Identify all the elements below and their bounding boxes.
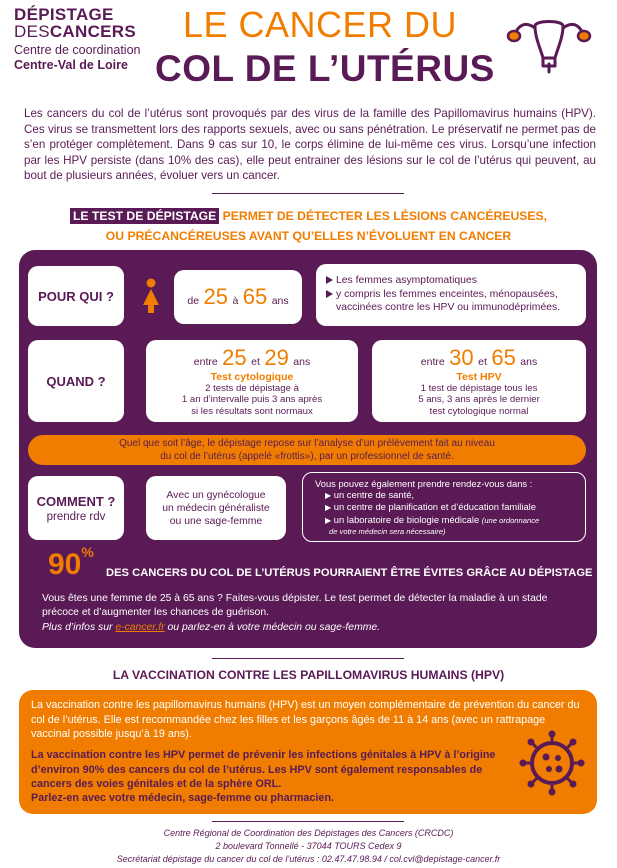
vaccination-box bbox=[19, 690, 597, 814]
prelevement-note: Quel que soit l’âge, le dépistage repose sur l’analyse d’un prélèvement fait au niveau du col de l’utérus (appelé «frottis»), par un professionnel de santé. bbox=[28, 435, 586, 465]
list-item: ▶ un centre de santé, bbox=[325, 489, 415, 501]
intro-paragraph: Les cancers du col de l’utérus sont provoqués par des virus de la famille des Papillomavirus humains (HPV). Ces virus se transmettent lors des rapports sexuels, avec ou sans pénétration. Le préservatif ne permet pas de s’en protéger complètement. Dans 9 cas sur 10, le corps élimine de lui-même ces virus. Lorsqu’une infection par les HPV persiste (dans 10% des cas), elle peut entrainer des lésions sur le col de l’utérus qui peuvent, au bout de plusieurs années, évoluer vers un cancer. bbox=[24, 107, 596, 183]
test-type: Test HPV bbox=[456, 370, 502, 383]
more-info: Plus d’infos sur e-cancer.fr ou parlez-en à votre médecin ou sage-femme. bbox=[42, 622, 381, 633]
logo-line1: DÉPISTAGE bbox=[14, 5, 114, 24]
page-title-line1: LE CANCER DU bbox=[183, 4, 458, 45]
test-heading-line2: OU PRÉCANCÉREUSES AVANT QU’ELLES N’ÉVOLUENT EN CANCER bbox=[105, 229, 512, 243]
panel-paragraph: Vous êtes une femme de 25 à 65 ans ? Faites-vous dépister. Le test permet de détecter la maladie à un stade précoce et d’augmenter les chances de guérison. bbox=[42, 593, 548, 618]
triangle-bullet-icon bbox=[326, 276, 333, 284]
list-item: ▶ un centre de planification et d’éducation familiale bbox=[325, 501, 536, 513]
pour-qui-label: POUR QUI ? bbox=[28, 266, 124, 326]
logo-line3: Centre de coordination bbox=[14, 43, 141, 57]
logo-line2: DESCANCERS bbox=[14, 22, 137, 41]
divider bbox=[212, 821, 404, 822]
e-cancer-link[interactable]: e-cancer.fr bbox=[115, 622, 165, 633]
test-heading bbox=[20, 206, 597, 246]
vaccination-p3: Parlez-en avec votre médecin, sage-femme ou pharmacien. bbox=[31, 792, 335, 804]
list-item: Les femmes asymptomatiques bbox=[326, 274, 578, 288]
pour-qui-age: de 25 à 65 ans bbox=[174, 270, 302, 324]
quand-hpv: entre 30 et 65 ans Test HPV 1 test de dépistage tous les 5 ans, 3 ans après le dernier test cytologique normal bbox=[372, 340, 586, 422]
quand-cytologique: entre 25 et 29 ans Test cytologique 2 tests de dépistage à 1 an d’intervalle puis 3 ans après si les résultats sont normaux bbox=[146, 340, 358, 422]
logo bbox=[14, 6, 140, 71]
page-title-line2: COL DE L’UTÉRUS bbox=[155, 48, 495, 89]
test-heading-rest: PERMET DE DÉTECTER LES LÉSIONS CANCÉREUSES, bbox=[219, 209, 548, 223]
comment-professionals: Avec un gynécologue un médecin généraliste ou une sage-femme bbox=[146, 476, 286, 540]
list-item: vaccinées contre les HPV ou immunodéprimées. bbox=[336, 302, 561, 313]
stat-value: 90% bbox=[48, 544, 94, 581]
list-item: y compris les femmes enceintes, ménopausées, bbox=[326, 288, 578, 302]
uterus-icon bbox=[505, 8, 593, 76]
test-heading-highlight: LE TEST DE DÉPISTAGE bbox=[70, 208, 219, 224]
list-item: ▶ un laboratoire de biologie médicale (une ordonnance bbox=[325, 513, 540, 525]
vaccination-title: LA VACCINATION CONTRE LES PAPILLOMAVIRUS HUMAINS (HPV) bbox=[112, 668, 505, 682]
comment-places: Vous pouvez également prendre rendez-vous dans : ▶ un centre de santé, ▶ un centre de planification et d’éducation familiale ▶ un laboratoire de biologie médicale (une ordonnance de votre médecin sera nécessaire) bbox=[302, 472, 586, 542]
vaccination-p2: La vaccination contre les HPV permet de prévenir les infections génitales à HPV à l’origine d’environ 90% des cancers du col de l’utérus. Les HPV sont également responsables de cancers des voies génitales et de la sphère ORL. bbox=[31, 749, 496, 790]
stat-text: DES CANCERS DU COL DE L’UTÉRUS POURRAIENT ÊTRE ÉVITES GRÂCE AU DÉPISTAGE bbox=[106, 567, 593, 579]
virus-icon bbox=[519, 730, 585, 796]
footer bbox=[20, 827, 597, 866]
divider bbox=[212, 193, 404, 194]
quand-label: QUAND ? bbox=[28, 340, 124, 422]
pour-qui-details bbox=[316, 264, 586, 326]
woman-icon bbox=[138, 278, 164, 314]
triangle-bullet-icon bbox=[326, 290, 333, 298]
footer-line3: Secrétariat dépistage du cancer du col de l’utérus : 02.47.47.98.94 / col.cvl@depistage-cancer.fr bbox=[116, 854, 501, 864]
footer-line2: 2 boulevard Tonnellé - 37044 TOURS Cedex 9 bbox=[215, 841, 402, 851]
logo-line4: Centre-Val de Loire bbox=[14, 57, 128, 72]
comment-label: COMMENT ? prendre rdv bbox=[28, 476, 124, 540]
divider bbox=[212, 658, 404, 659]
test-type: Test cytologique bbox=[210, 370, 294, 383]
vaccination-p1: La vaccination contre les papillomavirus humains (HPV) est un moyen complémentaire de prévention du cancer du col de l’utérus. Elle est recommandée chez les filles et les garçons âgés de 11 à 14 ans (avec un rattrapage vaccinal possible jusqu’à 19 ans). bbox=[31, 699, 580, 740]
footer-line1: Centre Régional de Coordination des Dépistages des Cancers (CRCDC) bbox=[163, 828, 454, 838]
